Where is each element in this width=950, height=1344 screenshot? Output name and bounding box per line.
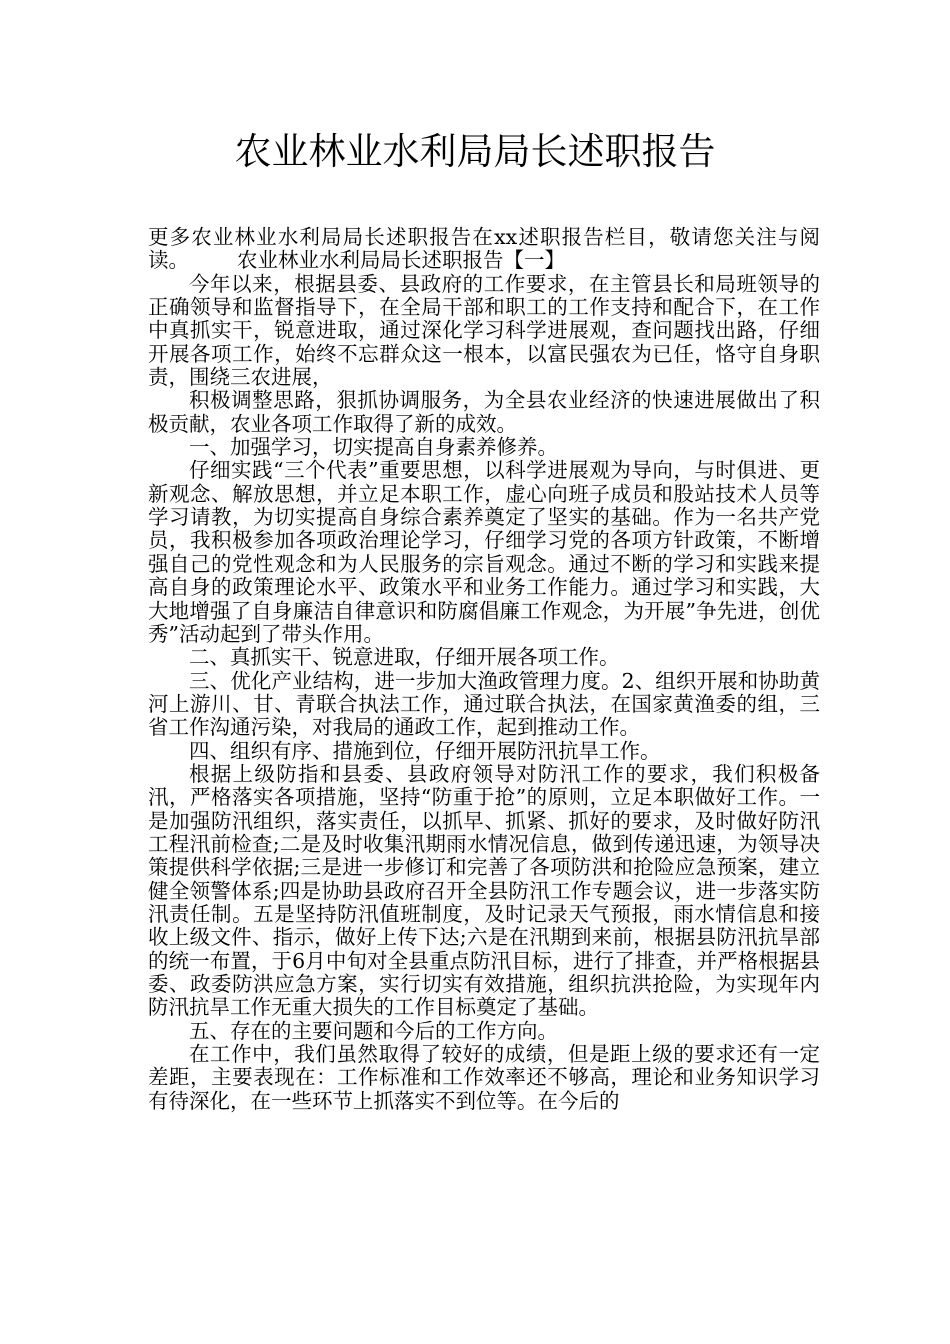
- section-heading: 二、真抓实干、锐意进取，仔细开展各项工作。: [189, 645, 620, 670]
- intro-paragraph: [148, 226, 820, 273]
- section-heading: 五、存在的主要问题和今后的工作方向。: [189, 1018, 558, 1043]
- body-paragraph: 在工作中，我们虽然取得了较好的成绩，但是距上级的要求还有一定差距，主要表现在：工作标准和工作效率还不够高，理论和业务知识学习有待深化，在一些环节上抓落实不到位等。在今后的: [148, 1042, 820, 1113]
- intro-heading: 农业林业水利局局长述职报告【一】: [237, 248, 565, 273]
- body-paragraph: 三、优化产业结构，进一步加大渔政管理力度。2、组织开展和协助黄河上游川、甘、青联合执法工作，通过联合执法，在国家黄渔委的组，三省工作沟通污染，对我局的通政工作，起到推动工作。: [148, 668, 820, 740]
- section-heading: 一、加强学习，切实提高自身素养修养。: [189, 435, 558, 460]
- section-heading: 四、组织有序、措施到位，仔细开展防汛抗旱工作。: [189, 738, 661, 763]
- document-title: 农业林业水利局局长述职报告: [234, 130, 716, 173]
- body-paragraph: 今年以来，根据县委、县政府的工作要求，在主管县长和局班领导的正确领导和监督指导下，在全局干部和职工的工作支持和配合下，在工作中真抓实干，锐意进取，通过深化学习科学进展观，查问题找出路，仔细开展各项工作，始终不忘群众这一根本，以富民强农为已任，恪守自身职责，围绕三农进展，: [148, 271, 820, 390]
- body-paragraph: 仔细实践“三个代表”重要思想，以科学进展观为导向，与时俱进、更新观念、解放思想，并立足本职工作，虚心向班子成员和股站技术人员等学习请教，为切实提高自身综合素养奠定了坚实的基础。作为一名共产党员，我积极参加各项政治理论学习，仔细学习党的各项方针政策，不断增强自己的党性观念和为人民服务的宗旨观念。通过不断的学习和实践来提高自身的政策理论水平、政策水平和业务工作能力。通过学习和实践，大大地增强了自身廉洁自律意识和防腐倡廉工作观念，为开展”争先进，创优秀”活动起到了带头作用。: [148, 458, 820, 646]
- intro-text: 更多农业林业水利局局长述职报告在xx述职报告栏目，敬请您关注与阅读。: [148, 225, 820, 273]
- body-paragraph: 根据上级防指和县委、县政府领导对防汛工作的要求，我们积极备汛，严格落实各项措施，坚持“防重于抢”的原则，立足本职做好工作。一是加强防汛组织，落实责任，以抓早、抓紧、抓好的要求，及时做好防汛工程汛前检查;二是及时收集汛期雨水情况信息，做到传递迅速，为领导决策提供科学依据;三是进一步修订和完善了各项防洪和抢险应急预案，建立健全领警体系;四是协助县政府召开全县防汛工作专题会议，进一步落实防汛责任制。五是坚持防汛值班制度，及时记录天气预报，雨水情信息和接收上级文件、指示，做好上传下达;六是在汛期到来前，根据县防汛抗旱部的统一布置，于6月中旬对全县重点防汛目标，进行了排查，并严格根据县委、政委防洪应急方案，实行切实有效措施，组织抗洪抢险，为实现年内防汛抗旱工作无重大损失的工作目标奠定了基础。: [148, 761, 820, 1020]
- body-paragraph: 积极调整思路，狠抓协调服务，为全县农业经济的快速进展做出了积极贡献，农业各项工作取得了新的成效。: [148, 388, 820, 436]
- document-body: [148, 226, 820, 1113]
